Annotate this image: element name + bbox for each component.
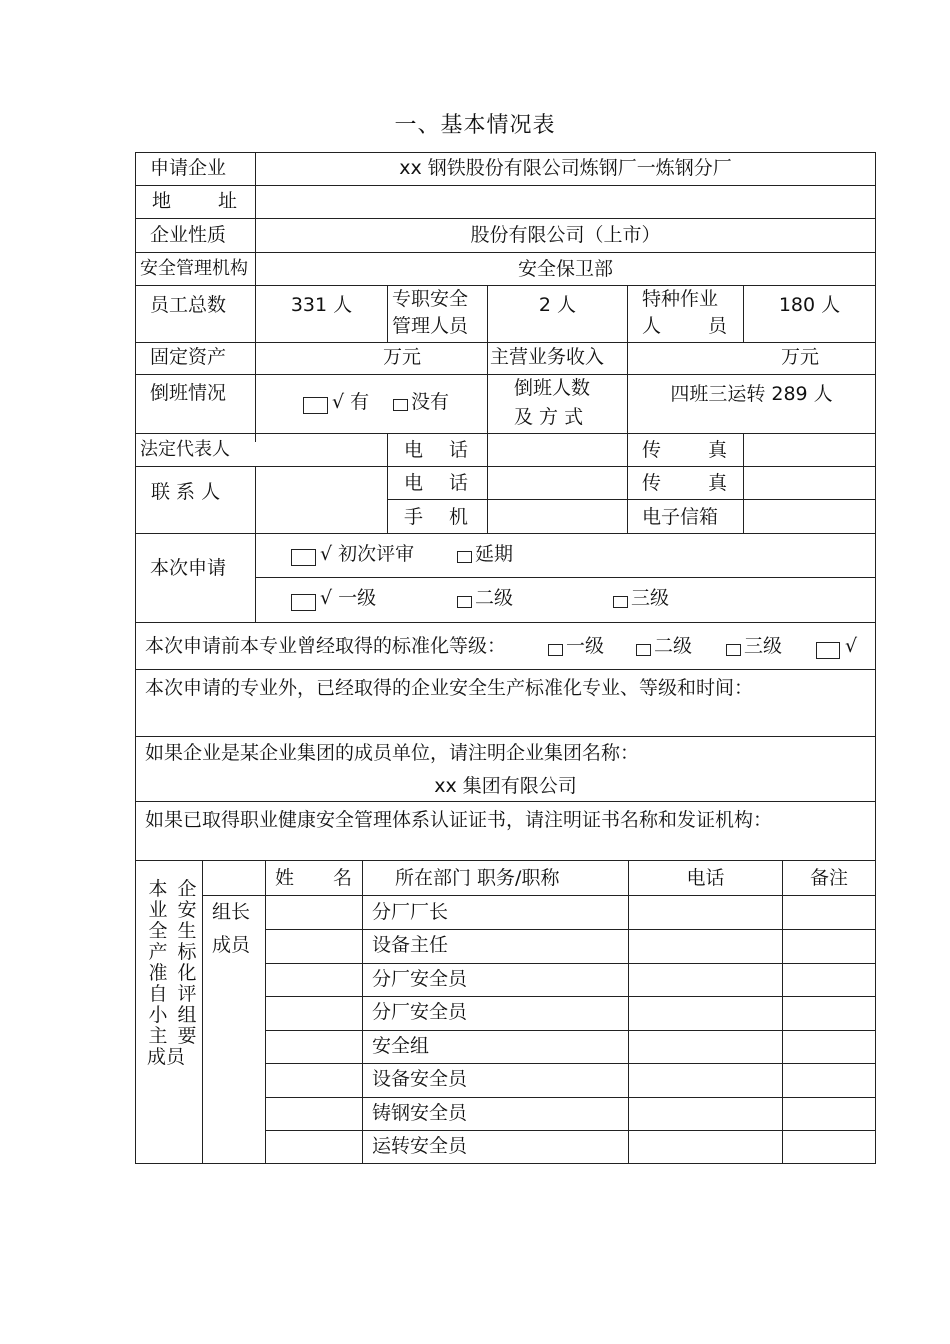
row-divider	[387, 499, 876, 500]
fax-label-char-b: 真	[708, 472, 728, 494]
row-divider	[202, 895, 876, 896]
team-side-label-col-1	[147, 878, 186, 1068]
shift-no-checkbox[interactable]	[393, 399, 408, 411]
previous-level-text: 本次申请前本专业曾经取得的标准化等级：	[145, 635, 507, 657]
row-divider	[135, 466, 876, 467]
revenue-label: 主营业务收入	[490, 346, 605, 368]
row-divider	[265, 1097, 876, 1098]
row-divider	[265, 963, 876, 964]
team-side-char: 企	[177, 878, 197, 900]
level-1-label: √ 一级	[320, 587, 377, 609]
team-row-dept: 分厂安全员	[372, 1001, 468, 1023]
header-name-char-b: 名	[333, 867, 353, 889]
team-side-char: 业	[148, 899, 168, 921]
shift-label: 倒班情况	[150, 382, 227, 404]
level-3-label: 三级	[631, 587, 670, 609]
level-2-checkbox[interactable]	[457, 596, 472, 608]
row-divider	[135, 433, 876, 434]
previous-level-3-label: 三级	[744, 635, 783, 657]
fax-label-char-b: 真	[708, 439, 728, 461]
shift-yes-label: √ 有	[332, 391, 370, 413]
email-label: 电子信箱	[642, 506, 719, 528]
nature-label: 企业性质	[150, 224, 227, 246]
special-label-char-b: 员	[708, 315, 728, 337]
type-initial-label: √ 初次评审	[320, 543, 415, 565]
row-divider	[135, 185, 876, 186]
col-divider	[202, 860, 203, 1164]
safety-org-value: 安全保卫部	[517, 258, 613, 280]
shift-no-label: 没有	[411, 391, 450, 413]
col-divider	[628, 860, 629, 1164]
team-row-dept: 设备安全员	[372, 1068, 468, 1090]
row-divider	[135, 218, 876, 219]
staff-label: 员工总数	[150, 294, 227, 316]
shift-count-label-line-1: 倒班人数	[514, 377, 591, 399]
group-value: xx 集团有限公司	[434, 775, 577, 797]
shift-value: 四班三运转 289 人	[670, 383, 833, 405]
shift-count-label-line-2: 及 方 式	[514, 406, 584, 428]
col-divider	[487, 433, 488, 533]
team-side-char: 化	[177, 962, 197, 984]
row-divider	[135, 285, 876, 286]
row-divider	[265, 929, 876, 930]
other-specialty-text: 本次申请的专业外，已经取得的企业安全生产标准化专业、等级和时间：	[145, 677, 754, 699]
row-divider	[135, 342, 876, 343]
role-member: 成员	[212, 934, 251, 956]
col-divider	[627, 285, 628, 342]
row-divider	[255, 577, 876, 578]
type-extend-checkbox[interactable]	[457, 551, 472, 563]
col-divider	[387, 433, 388, 533]
previous-level-2-checkbox[interactable]	[636, 644, 651, 656]
address-label-char-1: 地	[152, 190, 172, 212]
phone-label-char-a: 电	[404, 439, 424, 461]
shift-yes-checkbox[interactable]	[303, 397, 328, 414]
row-divider	[265, 1063, 876, 1064]
type-extend-label: 延期	[475, 543, 514, 565]
assets-value: 万元	[383, 346, 422, 368]
previous-level-4-checkbox[interactable]	[816, 642, 840, 659]
row-divider	[135, 252, 876, 253]
level-2-label: 二级	[475, 587, 514, 609]
group-text: 如果企业是某企业集团的成员单位，请注明企业集团名称：	[145, 742, 640, 764]
col-divider	[387, 285, 388, 342]
header-phone: 电话	[686, 867, 725, 889]
special-label-line-1: 特种作业	[642, 288, 719, 310]
row-divider	[135, 533, 876, 534]
previous-level-3-checkbox[interactable]	[726, 644, 741, 656]
col-divider	[627, 433, 628, 533]
team-row-dept: 分厂厂长	[372, 901, 449, 923]
team-side-char: 产	[148, 941, 168, 963]
safety-org-label: 安全管理机构	[140, 258, 248, 279]
row-divider	[135, 860, 876, 861]
team-side-char: 准	[148, 962, 168, 984]
row-divider	[135, 736, 876, 737]
team-side-char: 成员	[147, 1046, 186, 1068]
table-border-top	[135, 152, 876, 153]
row-divider	[135, 669, 876, 670]
phone-label-char-b: 话	[449, 439, 469, 461]
level-1-checkbox[interactable]	[291, 594, 316, 611]
previous-level-2-label: 二级	[654, 635, 693, 657]
team-row-dept: 铸钢安全员	[372, 1102, 468, 1124]
team-side-char: 生	[177, 920, 197, 942]
header-name-char-a: 姓	[275, 867, 295, 889]
previous-level-4-label: √	[845, 635, 858, 657]
applicant-label: 申请企业	[150, 157, 227, 179]
row-divider	[135, 801, 876, 802]
mobile-label-char-b: 机	[449, 506, 469, 528]
row-divider	[135, 374, 876, 375]
team-side-char: 本	[148, 878, 168, 900]
fax-label-char-a: 传	[642, 472, 662, 494]
phone-label-char-a: 电	[404, 472, 424, 494]
fax-label-char-a: 传	[642, 439, 662, 461]
level-3-checkbox[interactable]	[613, 596, 628, 608]
team-side-char: 小	[148, 1004, 168, 1026]
legal-rep-label: 法定代表人	[140, 439, 230, 460]
role-leader: 组长	[212, 901, 251, 923]
team-row-dept: 分厂安全员	[372, 968, 468, 990]
phone-label-char-b: 话	[449, 472, 469, 494]
team-side-char: 全	[148, 920, 168, 942]
col-divider	[782, 860, 783, 1164]
special-value: 180 人	[778, 294, 841, 316]
nature-value: 股份有限公司（上市）	[470, 224, 661, 246]
contact-label: 联 系 人	[151, 481, 221, 503]
table-border-right	[875, 152, 876, 1164]
col-divider	[743, 433, 744, 533]
table-border-bottom	[135, 1163, 876, 1164]
revenue-value: 万元	[781, 346, 820, 368]
team-side-char: 标	[177, 941, 197, 963]
row-divider	[265, 1030, 876, 1031]
fulltime-label-line-1: 专职安全	[392, 288, 469, 310]
previous-level-1-checkbox[interactable]	[548, 644, 563, 656]
team-side-char: 评	[177, 983, 197, 1005]
team-side-char: 组	[177, 1004, 197, 1026]
mobile-label-char-a: 手	[404, 506, 424, 528]
assets-label: 固定资产	[150, 346, 227, 368]
col-divider	[265, 860, 266, 1164]
col-divider	[362, 860, 363, 1164]
table-border-left	[135, 152, 136, 1164]
row-divider	[265, 996, 876, 997]
type-initial-checkbox[interactable]	[291, 549, 316, 566]
header-note: 备注	[809, 867, 848, 889]
certificate-text: 如果已取得职业健康安全管理体系认证证书，请注明证书名称和发证机构：	[145, 809, 773, 831]
team-row-dept: 安全组	[372, 1035, 430, 1057]
applicant-value: xx 钢铁股份有限公司炼钢厂一炼钢分厂	[399, 157, 732, 179]
address-label-char-2: 址	[218, 190, 238, 212]
team-row-dept: 运转安全员	[372, 1135, 468, 1157]
application-label: 本次申请	[150, 557, 227, 579]
team-side-char: 要	[177, 1025, 197, 1047]
staff-value: 331 人	[290, 294, 353, 316]
special-label-char-a: 人	[642, 315, 662, 337]
row-divider	[265, 1130, 876, 1131]
fulltime-label-line-2: 管理人员	[392, 315, 469, 337]
team-side-char: 自	[148, 983, 168, 1005]
team-side-char: 安	[177, 899, 197, 921]
row-divider	[135, 622, 876, 623]
fulltime-value: 2 人	[538, 294, 577, 316]
col-divider	[487, 342, 488, 433]
team-row-dept: 设备主任	[372, 934, 449, 956]
page-title: 一、基本情况表	[394, 113, 556, 138]
team-side-label-col-2	[176, 879, 198, 1047]
col-divider	[255, 466, 256, 622]
header-dept: 所在部门 职务/职称	[395, 867, 560, 889]
team-side-char: 主	[148, 1025, 168, 1047]
previous-level-1-label: 一级	[566, 635, 605, 657]
